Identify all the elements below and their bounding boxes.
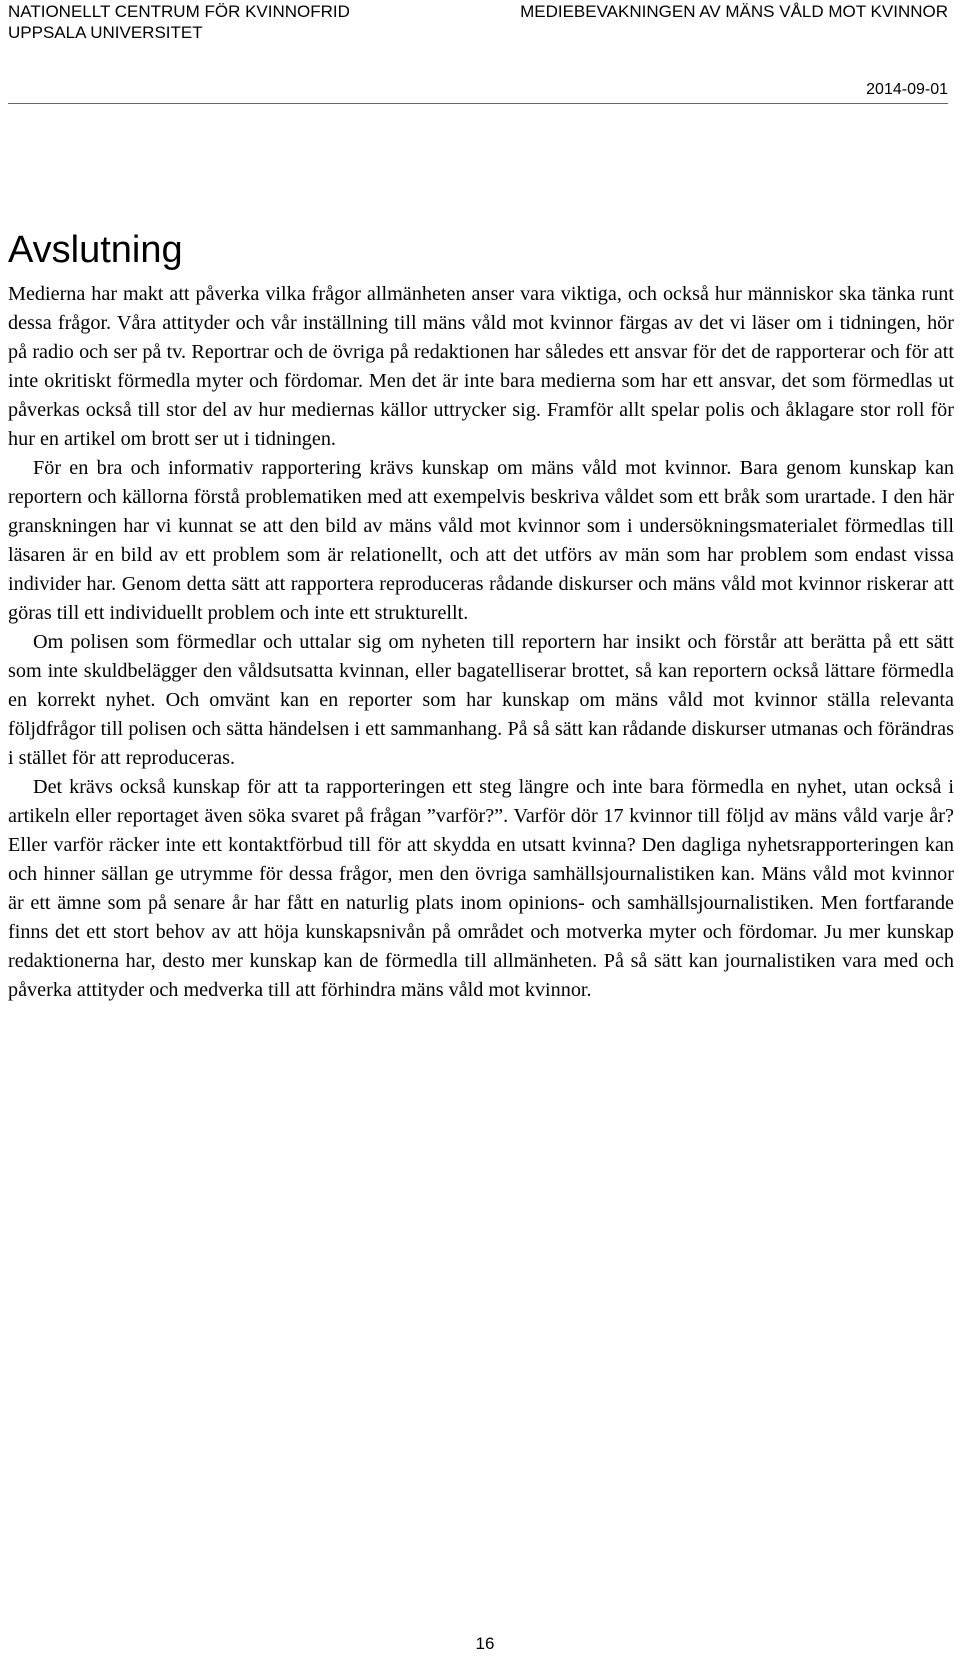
section-body bbox=[8, 280, 954, 1005]
paragraph: Det krävs också kunskap för att ta rapporteringen ett steg längre och inte bara förmedla en nyhet, utan också i artikeln eller reportaget även söka svaret på frågan ”varför?”. Varför dör 17 kvinnor till följd av mäns våld varje år? Eller varför räcker inte ett kontaktförbud till för att skydda en utsatt kvinna? Den dagliga nyhetsrapporteringen kan och hinner sällan ge utrymme för dessa frågor, men den övriga samhällsjournalistiken kan. Mäns våld mot kvinnor är ett ämne som på senare år har fått en naturlig plats inom opinions- och samhällsjournalistiken. Men fortfarande finns det ett stort behov av att höja kunskapsnivån på området och motverka myter och fördomar. Ju mer kunskap redaktionerna har, desto mer kunskap kan de förmedla till allmänheten. På så sätt kan journalistiken vara med och påverka attityder och medverka till att förhindra mäns våld mot kvinnor. bbox=[8, 776, 954, 1001]
paragraph: För en bra och informativ rapportering krävs kunskap om mäns våld mot kvinnor. Bara genom kunskap kan reportern och källorna förstå problematiken med att exempelvis beskriva våldet som ett bråk som urartade. I den här granskningen har vi kunnat se att den bild av mäns våld mot kvinnor som i undersökningsmaterialet förmedlas till läsaren är en bild av ett problem som är relationellt, och att det utförs av män som har problem som endast vissa individer har. Genom detta sätt att rapportera reproduceras rådande diskurser och mäns våld mot kvinnor riskerar att göras till ett individuellt problem och inte ett strukturellt. bbox=[8, 457, 954, 624]
page-header bbox=[8, 0, 948, 104]
page-number: 16 bbox=[475, 1634, 495, 1653]
report-date: 2014-09-01 bbox=[866, 81, 948, 98]
header-divider bbox=[8, 103, 948, 104]
report-title: MEDIEBEVAKNINGEN AV MÄNS VÅLD MOT KVINNOR bbox=[520, 2, 948, 21]
paragraph: Om polisen som förmedlar och uttalar sig om nyheten till reportern har insikt och förstår att berätta på ett sätt som inte skuldbelägger den våldsutsatta kvinnan, eller bagatelliserar brottet, så kan reportern också lättare förmedla en korrekt nyhet. Och omvänt kan en reporter som har kunskap om mäns våld mot kvinnor ställa relevanta följdfrågor till polisen och sätta händelsen i ett sammanhang. På så sätt kan rådande diskurser utmanas och förändras i stället för att reproduceras. bbox=[8, 631, 954, 769]
section-heading: Avslutning bbox=[8, 229, 183, 271]
university-name: UPPSALA UNIVERSITET bbox=[8, 23, 203, 42]
organization-name: NATIONELLT CENTRUM FÖR KVINNOFRID bbox=[8, 2, 350, 21]
paragraph: Medierna har makt att påverka vilka frågor allmänheten anser vara viktiga, och också hur människor ska tänka runt dessa frågor. Våra attityder och vår inställning till mäns våld mot kvinnor färgas av det vi läser om i tidningen, hör på radio och ser på tv. Reportrar och de övriga på redaktionen har således ett ansvar för det de rapporterar och för att inte okritiskt förmedla myter och fördomar. Men det är inte bara medierna som har ett ansvar, det som förmedlas ut påverkas också till stor del av hur mediernas källor uttrycker sig. Framför allt spelar polis och åklagare stor roll för hur en artikel om brott ser ut i tidningen. bbox=[8, 283, 954, 450]
